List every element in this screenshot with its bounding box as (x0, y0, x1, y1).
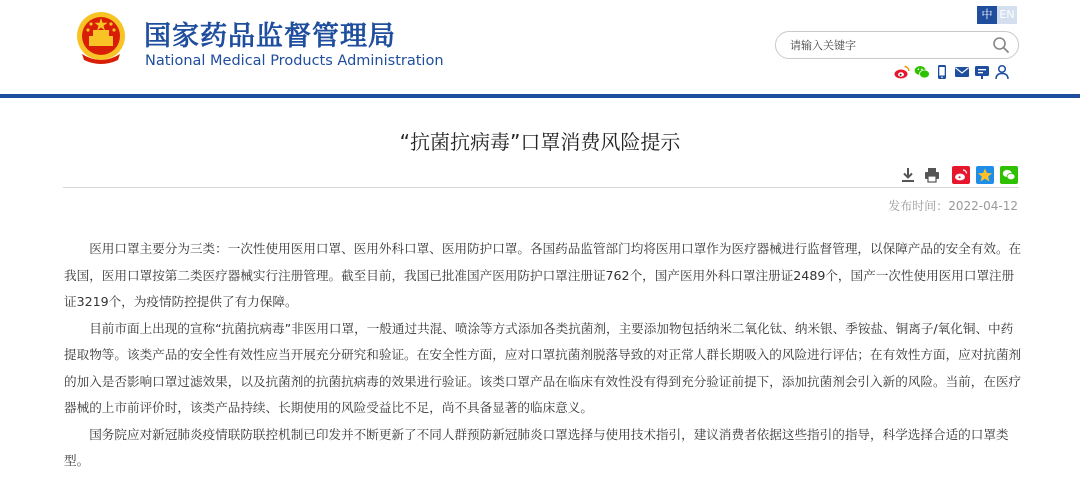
lang-english-button[interactable]: EN (997, 6, 1017, 24)
share-wechat-icon[interactable] (1000, 166, 1018, 184)
weibo-icon[interactable] (894, 64, 910, 80)
download-icon[interactable] (899, 166, 917, 184)
article-paragraph: 目前市面上出现的宣称“抗菌抗病毒”非医用口罩，一般通过共混、喷涂等方式添加各类抗菌剂，主要添加物包括纳米二氧化钛、纳米银、季铵盐、铜离子/氧化铜、中药提取物等。该类产品的安全性有效性应当开展充分研究和验证。在安全性方面，应对口罩抗菌剂脱落导致的对正常人群长期吸入的风险进行评估；在有效性方面，应对抗菌剂的加入是否影响口罩过滤效果，以及抗菌剂的抗菌抗病毒的效果进行验证。该类口罩产品在临床有效性没有得到充分验证前提下，添加抗菌剂会引入新的风险。当前，在医疗器械的上市前评价时，该类产品持续、长期使用的风险受益比不足，尚不具备显著的临床意义。 (64, 320, 1022, 415)
share-weibo-icon[interactable] (952, 166, 970, 184)
org-name-en[interactable]: National Medical Products Administration (145, 53, 444, 69)
mobile-icon[interactable] (934, 64, 950, 80)
article-tools (899, 166, 941, 184)
search-input[interactable] (790, 36, 986, 54)
article-title: “抗菌抗病毒”口罩消费风险提示 (399, 130, 681, 154)
share-tools (952, 166, 1018, 184)
search-icon[interactable] (992, 36, 1010, 54)
site-header (0, 0, 1080, 94)
national-emblem-logo[interactable] (74, 10, 128, 66)
wechat-icon[interactable] (914, 64, 930, 80)
article-paragraph: 医用口罩主要分为三类：一次性使用医用口罩、医用外科口罩、医用防护口罩。各国药品监管部门均将医用口罩作为医疗器械进行监督管理，以保障产品的安全有效。在我国，医用口罩按第二类医疗器械实行注册管理。截至目前，我国已批准国产医用防护口罩注册证762个，国产医用外科口罩注册证2489个，国产一次性使用医用口罩注册证3219个，为疫情防控提供了有力保障。 (64, 241, 1022, 309)
print-icon[interactable] (923, 166, 941, 184)
search-box (775, 31, 1019, 59)
language-switch (977, 6, 1017, 24)
article-body (64, 236, 1024, 475)
share-qzone-icon[interactable] (976, 166, 994, 184)
lang-chinese-button[interactable]: 中 (977, 6, 997, 24)
publish-date-label: 发布时间： (888, 199, 949, 213)
publish-date-value: 2022-04-12 (948, 199, 1018, 213)
user-icon[interactable] (994, 64, 1010, 80)
mail-icon[interactable] (954, 64, 970, 80)
feedback-icon[interactable] (974, 64, 990, 80)
title-divider (63, 187, 1019, 188)
article-paragraph: 国务院应对新冠肺炎疫情联防联控机制已印发并不断更新了不同人群预防新冠肺炎口罩选择与使用技术指引，建议消费者依据这些指引的指导，科学选择合适的口罩类型。 (64, 426, 1009, 468)
org-name-cn[interactable]: 国家药品监督管理局 (144, 21, 396, 52)
publish-date (888, 197, 1018, 214)
header-divider-bar (0, 94, 1080, 98)
social-links (894, 64, 1010, 80)
